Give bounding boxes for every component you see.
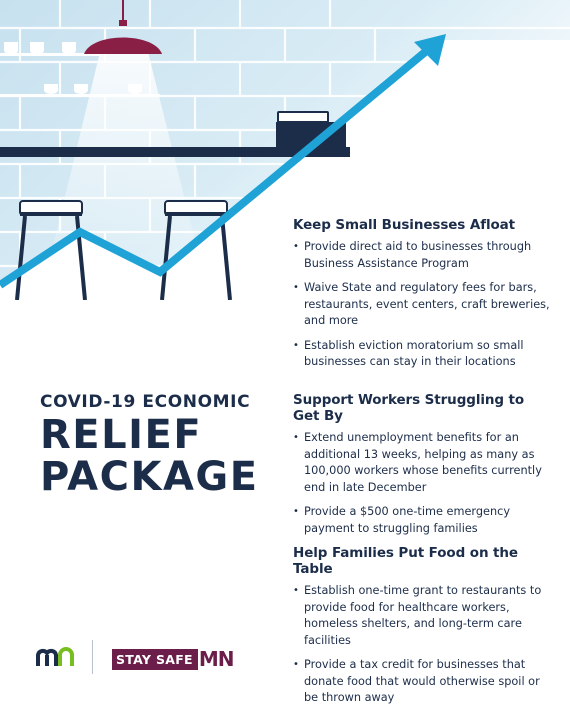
title-line-1: COVID-19 ECONOMIC (40, 392, 251, 412)
logo-divider (92, 640, 93, 674)
stay-safe-mn-text: MN (198, 647, 234, 671)
section-workers (293, 392, 555, 545)
logo-bar (36, 640, 246, 674)
list-item: • Extend unemployment benefits for an additional 13 weeks, helping as many as 100,000 workers whose benefits currently end in late December (293, 430, 555, 496)
section-small-businesses (293, 217, 555, 379)
title-line-3: PACKAGE (40, 454, 259, 500)
title-line-2: RELIEF (40, 412, 203, 458)
bullet-list (293, 430, 555, 537)
list-item: • Establish one-time grant to restaurants to provide food for healthcare workers, homeless shelters, and long-term care facilities (293, 583, 555, 649)
page-title (40, 392, 280, 498)
bullet-list (293, 239, 555, 371)
section-heading: Support Workers Struggling to Get By (293, 392, 525, 424)
list-item: • Provide direct aid to businesses through Business Assistance Program (293, 239, 555, 272)
list-item: • Establish eviction moratorium so small businesses can stay in their locations (293, 338, 555, 371)
stay-safe-text: STAY SAFE (112, 649, 198, 670)
list-item: • Provide a tax credit for businesses that donate food that would otherwise spoil or be thrown away (293, 657, 555, 707)
mn-state-logo (36, 646, 76, 668)
section-families-food (293, 545, 555, 715)
section-heading: Help Families Put Food on the Table (293, 545, 518, 577)
bullet-list (293, 583, 555, 707)
stay-safe-mn-logo (112, 648, 234, 670)
section-heading: Keep Small Businesses Afloat (293, 217, 516, 233)
list-item: • Waive State and regulatory fees for bars, restaurants, event centers, craft breweries, and more (293, 280, 555, 330)
list-item: • Provide a $500 one-time emergency payment to struggling families (293, 504, 555, 537)
